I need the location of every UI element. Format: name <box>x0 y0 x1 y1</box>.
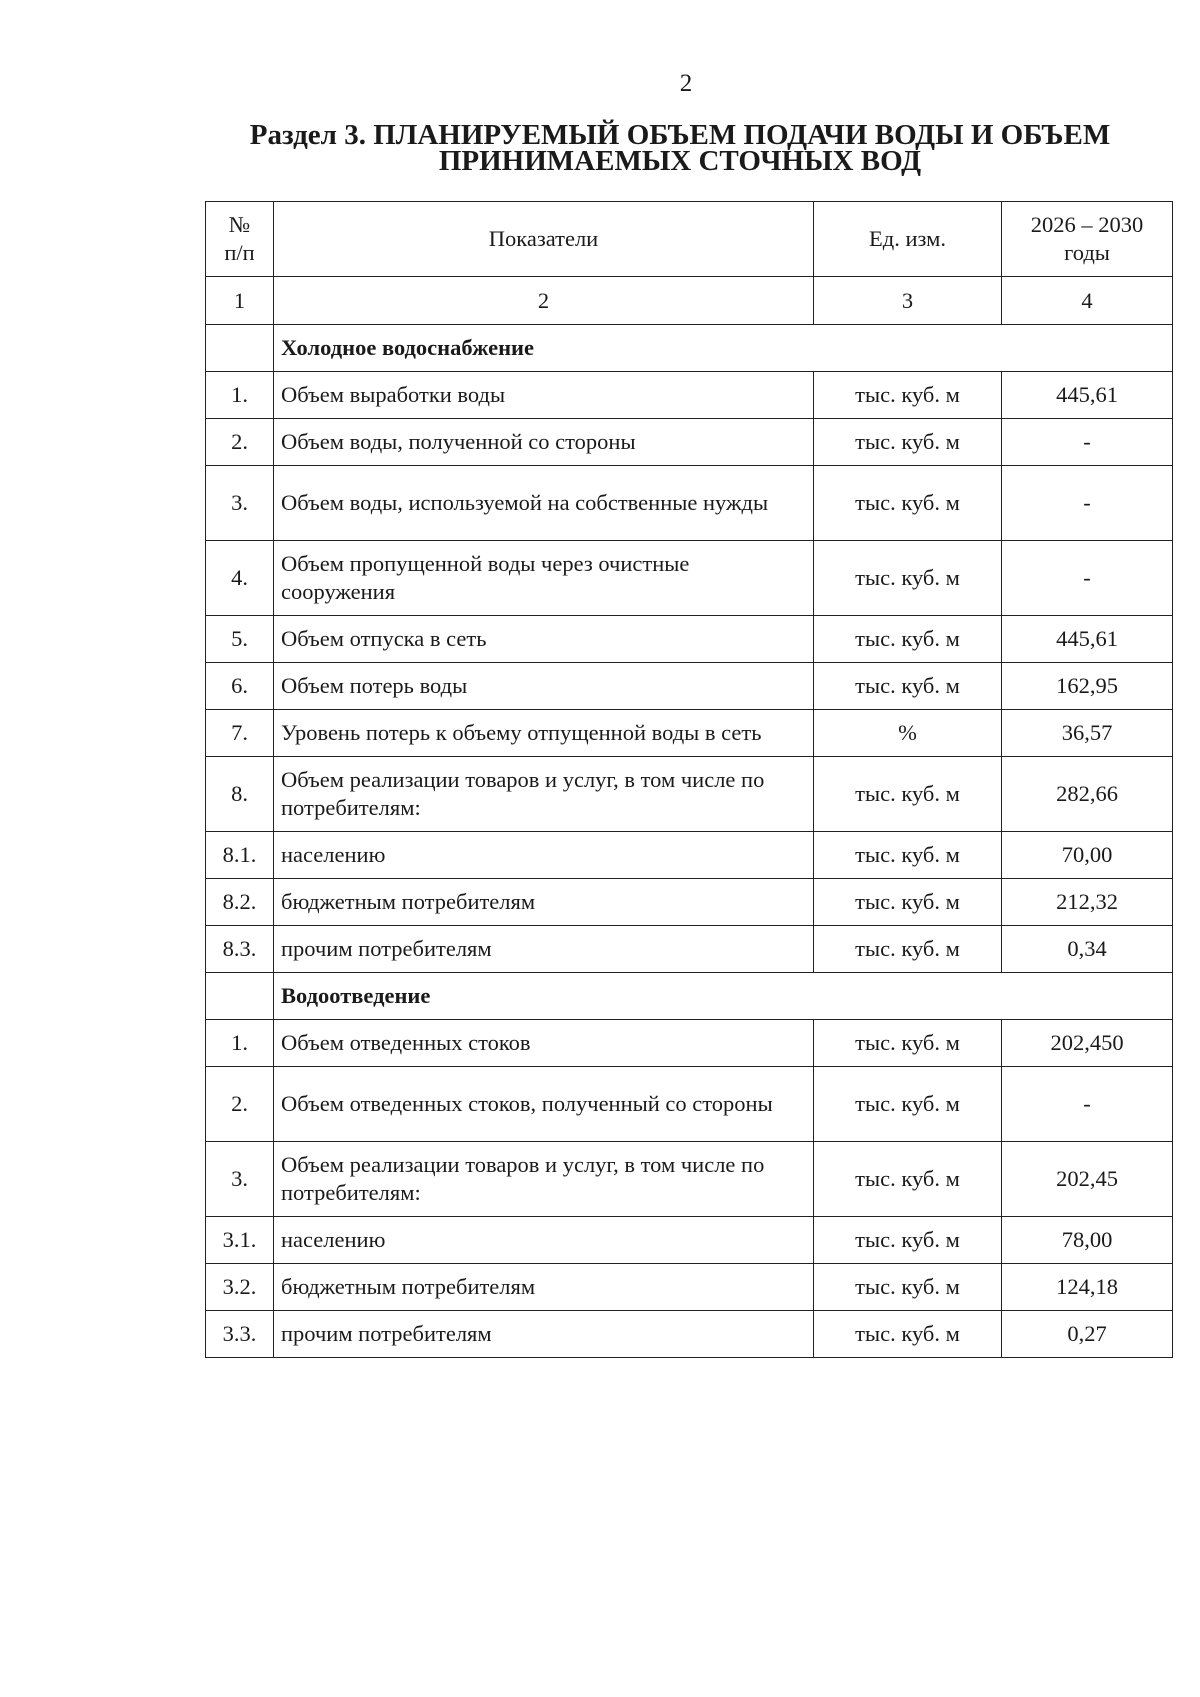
row-value: 445,61 <box>1002 372 1173 419</box>
row-name: прочим потребителям <box>274 1311 814 1358</box>
row-value: 162,95 <box>1002 663 1173 710</box>
row-name: Объем выработки воды <box>274 372 814 419</box>
row-num: 8.2. <box>206 879 274 926</box>
row-name: Объем отведенных стоков <box>274 1020 814 1067</box>
row-unit: тыс. куб. м <box>814 1311 1002 1358</box>
row-num: 8. <box>206 757 274 832</box>
row-value: 202,450 <box>1002 1020 1173 1067</box>
row-value: - <box>1002 541 1173 616</box>
row-num: 3.2. <box>206 1264 274 1311</box>
row-num: 6. <box>206 663 274 710</box>
water-volume-table <box>205 201 1173 1358</box>
row-name: Объем реализации товаров и услуг, в том числе по потребителям: <box>274 1142 814 1217</box>
section-empty-cell <box>206 325 274 372</box>
table-row <box>206 710 1173 757</box>
column-index-cell: 2 <box>274 277 814 325</box>
row-unit: тыс. куб. м <box>814 1217 1002 1264</box>
row-unit: тыс. куб. м <box>814 419 1002 466</box>
row-unit: тыс. куб. м <box>814 926 1002 973</box>
table-row <box>206 616 1173 663</box>
row-value: 212,32 <box>1002 879 1173 926</box>
table-row <box>206 1067 1173 1142</box>
table-row <box>206 1142 1173 1217</box>
row-num: 2. <box>206 1067 274 1142</box>
column-index-cell: 3 <box>814 277 1002 325</box>
column-index-cell: 4 <box>1002 277 1173 325</box>
row-value: - <box>1002 466 1173 541</box>
row-num: 3.1. <box>206 1217 274 1264</box>
column-index-row <box>206 277 1173 325</box>
row-value: - <box>1002 419 1173 466</box>
row-value: 445,61 <box>1002 616 1173 663</box>
table-row <box>206 832 1173 879</box>
row-num: 4. <box>206 541 274 616</box>
row-name: Объем воды, полученной со стороны <box>274 419 814 466</box>
row-name: прочим потребителям <box>274 926 814 973</box>
row-num: 1. <box>206 372 274 419</box>
header-period-line1: 2026 – 2030 <box>1030 212 1144 237</box>
row-name: Уровень потерь к объему отпущенной воды в сеть <box>274 710 814 757</box>
section-title-line2: ПРИНИМАЕМЫХ СТОЧНЫХ ВОД <box>438 145 922 177</box>
table-row <box>206 1217 1173 1264</box>
table-row <box>206 1264 1173 1311</box>
section-title <box>220 119 1140 177</box>
row-unit: тыс. куб. м <box>814 1067 1002 1142</box>
header-num <box>206 202 274 277</box>
column-index-cell: 1 <box>206 277 274 325</box>
table-row <box>206 926 1173 973</box>
header-indicator: Показатели <box>274 202 814 277</box>
section-label: Водоотведение <box>274 973 1173 1020</box>
header-num-line2: п/п <box>224 240 255 265</box>
table-row <box>206 419 1173 466</box>
row-unit: тыс. куб. м <box>814 372 1002 419</box>
row-value: - <box>1002 1067 1173 1142</box>
row-unit: тыс. куб. м <box>814 1142 1002 1217</box>
row-num: 3.3. <box>206 1311 274 1358</box>
row-num: 3. <box>206 466 274 541</box>
row-name: бюджетным потребителям <box>274 1264 814 1311</box>
row-value: 124,18 <box>1002 1264 1173 1311</box>
row-unit: тыс. куб. м <box>814 541 1002 616</box>
row-value: 0,34 <box>1002 926 1173 973</box>
row-unit: тыс. куб. м <box>814 832 1002 879</box>
table-row <box>206 372 1173 419</box>
row-name: бюджетным потребителям <box>274 879 814 926</box>
header-num-line1: № <box>228 212 251 237</box>
row-unit: тыс. куб. м <box>814 1264 1002 1311</box>
row-unit: тыс. куб. м <box>814 879 1002 926</box>
row-value: 202,45 <box>1002 1142 1173 1217</box>
row-num: 1. <box>206 1020 274 1067</box>
row-name: Объем воды, используемой на собственные нужды <box>274 466 814 541</box>
row-name: населению <box>274 1217 814 1264</box>
row-name: Объем отведенных стоков, полученный со стороны <box>274 1067 814 1142</box>
header-period-line2: годы <box>1064 240 1110 265</box>
row-unit: тыс. куб. м <box>814 616 1002 663</box>
table-row <box>206 1020 1173 1067</box>
row-num: 2. <box>206 419 274 466</box>
table-row <box>206 757 1173 832</box>
row-name: Объем потерь воды <box>274 663 814 710</box>
row-value: 70,00 <box>1002 832 1173 879</box>
table-header-row <box>206 202 1173 277</box>
section-title-line1: Раздел 3. ПЛАНИРУЕМЫЙ ОБЪЕМ ПОДАЧИ ВОДЫ И ОБЪЕМ <box>249 119 1111 151</box>
row-num: 3. <box>206 1142 274 1217</box>
row-num: 8.3. <box>206 926 274 973</box>
table-row <box>206 879 1173 926</box>
table-row <box>206 663 1173 710</box>
row-unit: тыс. куб. м <box>814 1020 1002 1067</box>
row-name: Объем пропущенной воды через очистные сооружения <box>274 541 814 616</box>
header-period <box>1002 202 1173 277</box>
row-unit: % <box>814 710 1002 757</box>
row-name: Объем отпуска в сеть <box>274 616 814 663</box>
row-num: 7. <box>206 710 274 757</box>
row-value: 36,57 <box>1002 710 1173 757</box>
page-number: 2 <box>679 70 693 97</box>
section-row-drainage <box>206 973 1173 1020</box>
row-value: 0,27 <box>1002 1311 1173 1358</box>
row-name: Объем реализации товаров и услуг, в том числе по потребителям: <box>274 757 814 832</box>
row-name: населению <box>274 832 814 879</box>
table-row <box>206 1311 1173 1358</box>
header-unit: Ед. изм. <box>814 202 1002 277</box>
row-unit: тыс. куб. м <box>814 466 1002 541</box>
row-unit: тыс. куб. м <box>814 663 1002 710</box>
row-num: 8.1. <box>206 832 274 879</box>
table-row <box>206 466 1173 541</box>
row-num: 5. <box>206 616 274 663</box>
row-value: 78,00 <box>1002 1217 1173 1264</box>
row-unit: тыс. куб. м <box>814 757 1002 832</box>
table-row <box>206 541 1173 616</box>
section-label: Холодное водоснабжение <box>274 325 1173 372</box>
section-row-cold-water <box>206 325 1173 372</box>
row-value: 282,66 <box>1002 757 1173 832</box>
section-empty-cell <box>206 973 274 1020</box>
